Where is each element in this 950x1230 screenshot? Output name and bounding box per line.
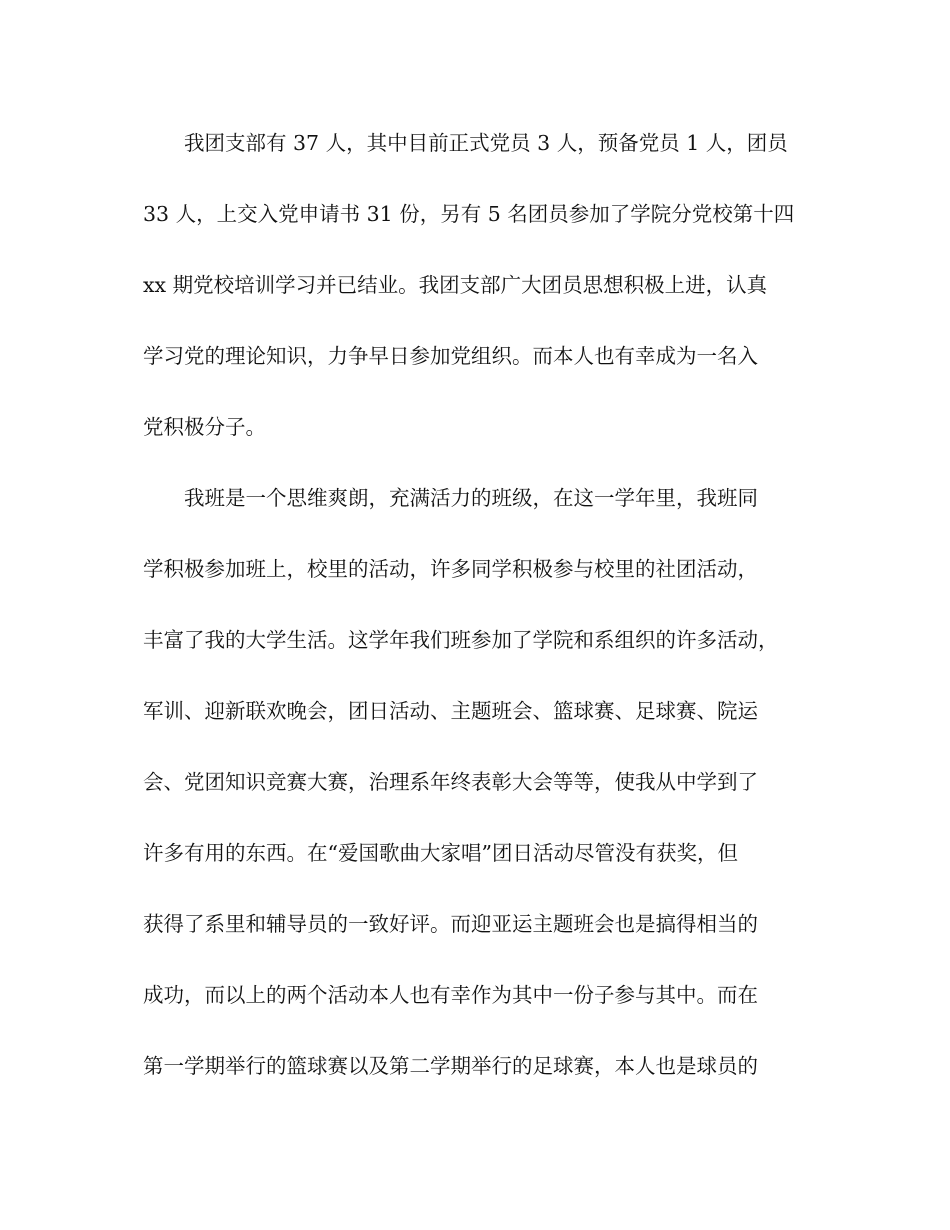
text-line: 党积极分子。 — [143, 415, 266, 439]
text-line: 学习党的理论知识，力争早日参加党组织。而本人也有幸成为一名入 — [143, 344, 758, 368]
text-line: 我团支部有 37 人，其中目前正式党员 3 人，预备党员 1 人，团员 — [184, 131, 788, 155]
text-line: xx 期党校培训学习并已结业。我团支部广大团员思想积极上进，认真 — [143, 273, 768, 297]
text-line: 学积极参加班上，校里的活动，许多同学积极参与校里的社团活动， — [143, 557, 758, 581]
text-line: 许多有用的东西。在“爱国歌曲大家唱”团日活动尽管没有获奖，但 — [143, 841, 738, 865]
text-line: 丰富了我的大学生活。这学年我们班参加了学院和系组织的许多活动， — [143, 628, 779, 652]
text-line: 获得了系里和辅导员的一致好评。而迎亚运主题班会也是搞得相当的 — [143, 912, 758, 936]
text-line: 我班是一个思维爽朗，充满活力的班级，在这一学年里，我班同 — [184, 486, 758, 510]
text-line: 军训、迎新联欢晚会，团日活动、主题班会、篮球赛、足球赛、院运 — [143, 699, 758, 723]
text-line: 33 人，上交入党申请书 31 份，另有 5 名团员参加了学院分党校第十四 — [143, 202, 795, 226]
text-line: 会、党团知识竞赛大赛，治理系年终表彰大会等等，使我从中学到了 — [143, 770, 758, 794]
text-line: 成功，而以上的两个活动本人也有幸作为其中一份子参与其中。而在 — [143, 983, 758, 1007]
text-line: 第一学期举行的篮球赛以及第二学期举行的足球赛，本人也是球员的 — [143, 1054, 758, 1078]
